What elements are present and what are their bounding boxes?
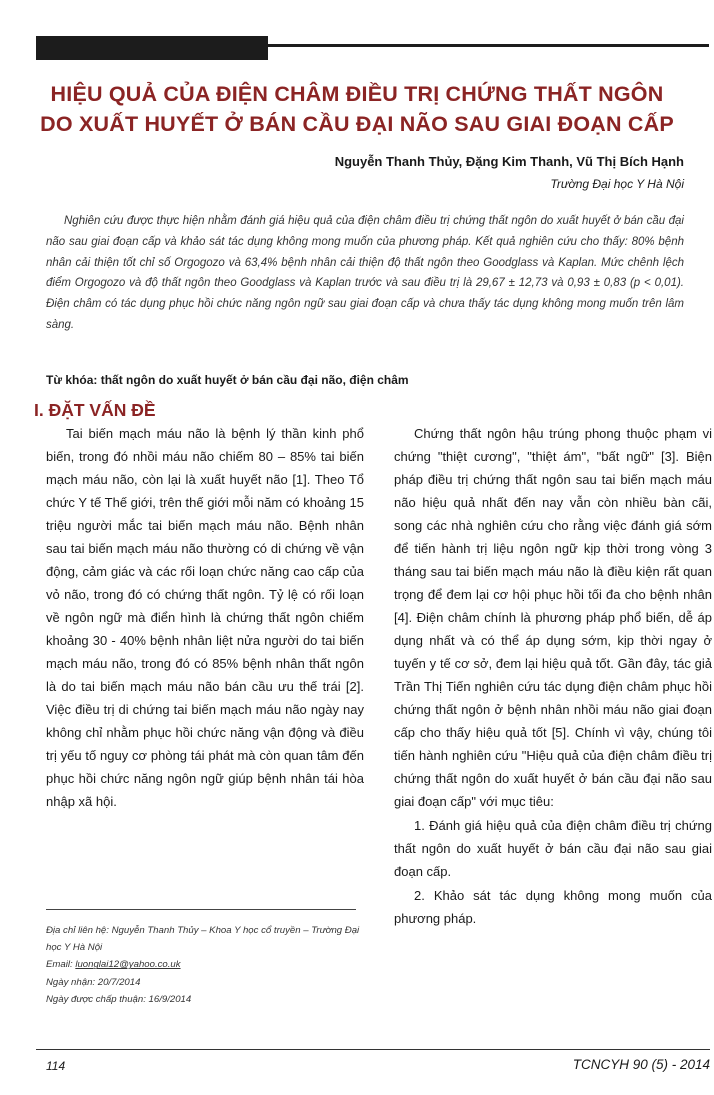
right-paragraph-intro: Chứng thất ngôn hậu trúng phong thuộc phạm vi chứng "thiệt cương", "thiệt ám", "bất ngữ" [3]. Biện pháp điều trị chứng thất ngôn sau tai biến mạch máu não hiệu quả nhất đến nay vẫn còn nhiều bàn cãi, song các nhà nghiên cứu cho rằng việc đánh giá sớm để tiến hành trị liệu ngôn ngữ kịp thời trong vòng 3 tháng sau tai biến mạch máu não là điều kiện rất quan trọng để đem lại cơ hội phục hồi tối đa cho bệnh nhân [4]. Điện châm chính là phương pháp phổ biến, dễ áp dụng nhất và có thể áp dụng sớm, kịp thời ngay ở tuyến y tế cơ sở, đem lại hiệu quả tốt. Gần đây, tác giả Trần Thị Tiến nghiên cứu tác dụng điện châm phục hồi chứng thất ngôn ở bệnh nhân nhồi máu não giai đoạn cấp cho thấy hiệu quả tốt [5]. Chính vì vậy, chúng tôi tiến hành nghiên cứu "Hiệu quả của điện châm điều trị chứng thất ngôn do xuất huyết ở bán cầu đại não sau giai đoạn cấp" với mục tiêu: (394, 426, 712, 809)
footnote-rule (46, 909, 356, 910)
journal-citation: TCNCYH 90 (5) - 2014 (572, 1057, 710, 1072)
abstract-text: Nghiên cứu được thực hiện nhằm đánh giá hiệu quả của điện châm điều trị chứng thất ngôn do xuất huyết ở bán cầu đại não sau giai đoạn cấp và khảo sát tác dụng không mong muốn của phương pháp. Kết quả nghiên cứu cho thấy: 80% bệnh nhân cải thiện tốt chỉ số Orgogozo và 63,4% bệnh nhân cải thiện độ thất ngôn theo Goodglass và Kaplan. Mức chênh lệch điểm Orgogozo và độ thất ngôn theo Goodglass và Kaplan trước và sau điều trị là 29,67 ± 12,73 và 0,93 ± 0,83 (p < 0,01). Điện châm có tác dụng phục hồi chức năng ngôn ngữ sau giai đoạn cấp và chưa thấy tác dụng không mong muốn trên lâm sàng. (46, 215, 684, 331)
keywords: Từ khóa: thất ngôn do xuất huyết ở bán cầu đại não, điện châm (46, 373, 409, 387)
left-paragraph: Tai biến mạch máu não là bệnh lý thần kinh phổ biến, trong đó nhồi máu não chiếm 80 – 85% tai biến mạch máu não, còn lại là xuất huyết não [1]. Theo Tổ chức Y tế Thế giới, trên thế giới mỗi năm có khoảng 15 triệu người mắc tai biến mạch máu não. Bệnh nhân sau tai biến mạch máu não thường có di chứng về vận động, cảm giác và các rối loạn chức năng cao cấp của vỏ não, trong đó có chứng thất ngôn. Tỷ lệ có rối loạn về ngôn ngữ mà điển hình là chứng thất ngôn chiếm khoảng 30 - 40% bệnh nhân liệt nửa người do tai biến mạch máu não, trong đó có 85% bệnh nhân thất ngôn là do tai biến mạch máu não bán cầu ưu thế trái [2]. Việc điều trị di chứng tai biến mạch máu não ngày nay không chỉ nhằm phục hồi chức năng vận động và điều trị yếu tố nguy cơ phòng tái phát mà còn quan tâm đến phục hồi chức năng ngôn ngữ giúp bệnh nhân tái hòa nhập xã hội. (46, 426, 364, 809)
footnote-email-line (46, 956, 366, 973)
header-bar (36, 36, 268, 60)
right-column (394, 422, 712, 930)
header-rule (268, 44, 709, 47)
objective-2: 2. Khảo sát tác dụng không mong muốn của phương pháp. (394, 888, 712, 926)
footer-rule (36, 1049, 710, 1050)
authors: Nguyễn Thanh Thủy, Đặng Kim Thanh, Vũ Thị Bích Hạnh (334, 154, 684, 169)
abstract (46, 211, 684, 336)
objective-1: 1. Đánh giá hiệu quả của điện châm điều trị chứng thất ngôn do xuất huyết ở bán cầu đại não sau giai đoạn cấp. (394, 818, 712, 879)
left-column (46, 422, 364, 813)
title-line-1: HIỆU QUẢ CỦA ĐIỆN CHÂM ĐIỀU TRỊ CHỨNG THẤT NGÔN (50, 82, 664, 106)
footnote-received: Ngày nhận: 20/7/2014 (46, 976, 141, 988)
footnote-email[interactable]: luonglai12@yahoo.co.uk (75, 959, 181, 971)
footnote-accepted: Ngày được chấp thuận: 16/9/2014 (46, 993, 192, 1005)
footnote (46, 922, 366, 1008)
footnote-address: Địa chỉ liên hệ: Nguyễn Thanh Thủy – Khoa Y học cổ truyền – Trường Đại học Y Hà Nội (46, 925, 360, 954)
page-number: 114 (46, 1059, 66, 1073)
affiliation: Trường Đại học Y Hà Nội (550, 177, 684, 191)
title-line-2: DO XUẤT HUYẾT Ở BÁN CẦU ĐẠI NÃO SAU GIAI ĐOẠN CẤP (40, 112, 674, 136)
footnote-email-label: Email: (46, 959, 76, 971)
section-heading: I. ĐẶT VẤN ĐỀ (34, 400, 156, 420)
